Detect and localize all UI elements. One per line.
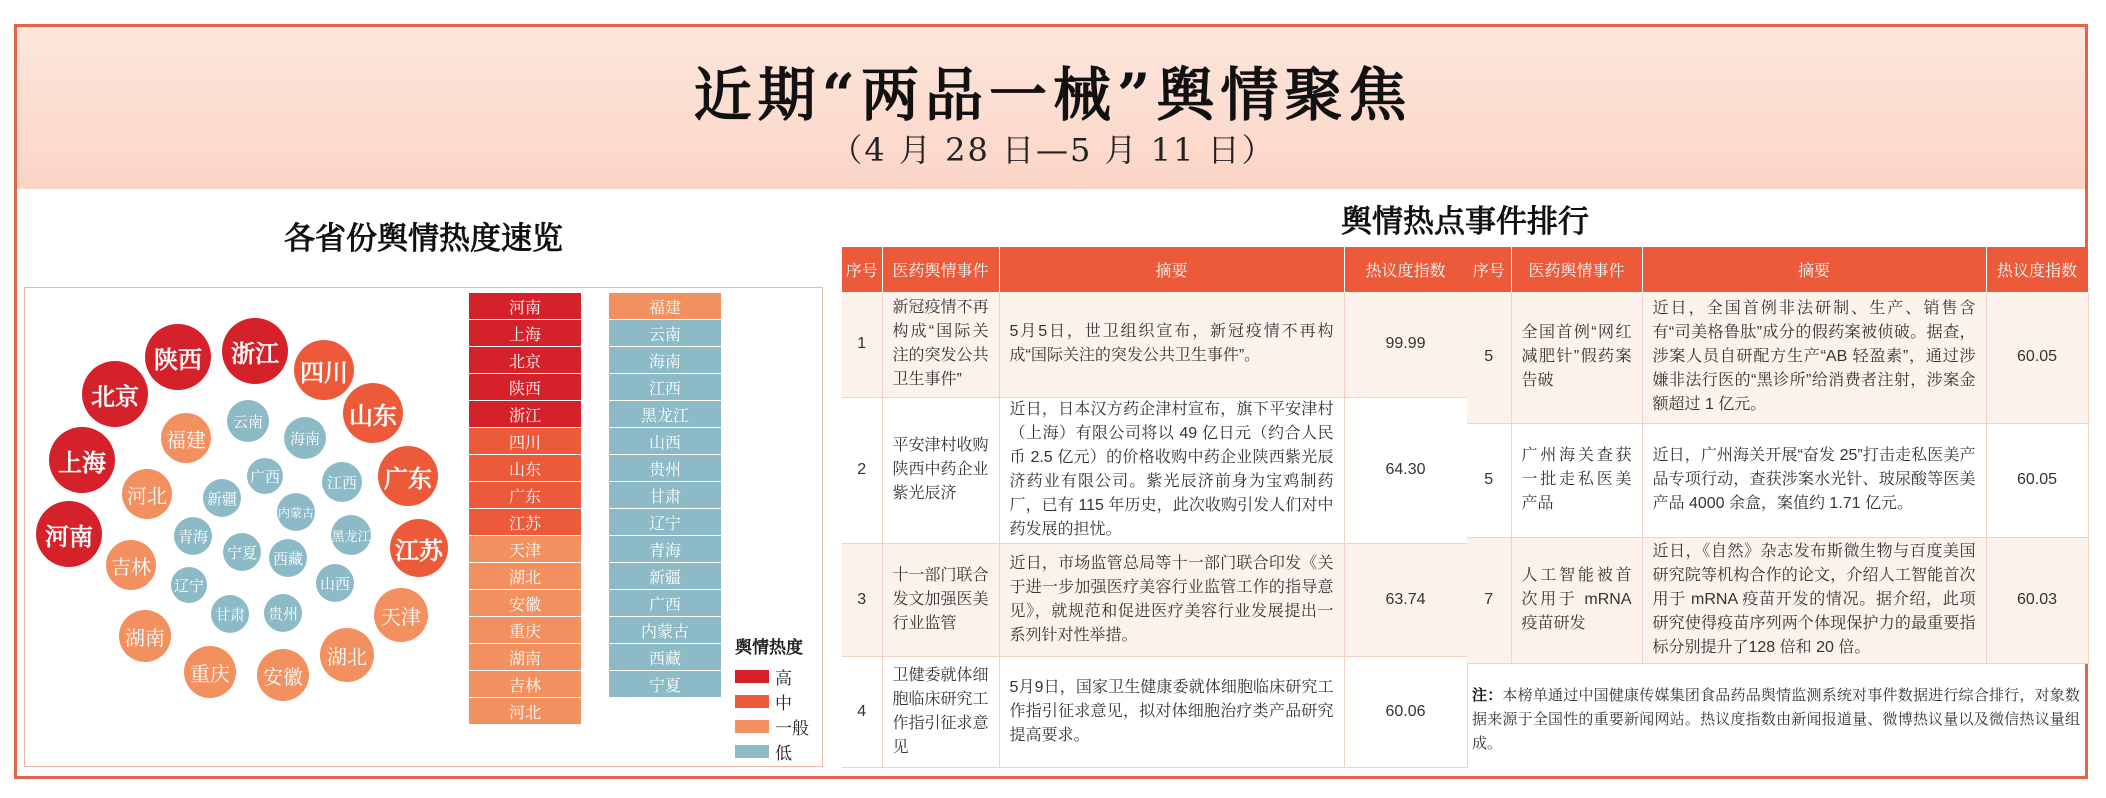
event-summary: 近日，广州海关开展“奋发 25”打击走私医美产品专项行动，查获涉案水光针、玻尿酸等医美产品 4000 余盒，案值约 1.71 亿元。: [1642, 423, 1986, 537]
province-rank-item: 山西: [609, 428, 721, 455]
province-rank-item: 北京: [469, 347, 581, 374]
legend-swatch: [735, 720, 769, 733]
province-bubble: 广西: [247, 458, 283, 494]
event-summary: 近日，全国首例非法研制、生产、销售含有“司美格鲁肽”成分的假药案被侦破。据查，涉案人员自研配方生产“AB 轻盈素”，通过涉嫌非法行医的“黑诊所”给消费者注射，涉案金额超过 1 亿元。: [1642, 292, 1986, 423]
table-row: [1467, 537, 2088, 663]
event-no: 2: [842, 397, 882, 543]
event-summary: 近日，市场监管总局等十一部门联合印发《关于进一步加强医疗美容行业监管工作的指导意见》，就规范和促进医疗美容行业发展提出一系列针对性举措。: [999, 543, 1344, 656]
legend-item-high: [735, 664, 809, 689]
province-rank-item: 云南: [609, 320, 721, 347]
province-rank-item: 重庆: [469, 617, 581, 644]
table-row: [842, 656, 1467, 767]
province-bubble: 安徽: [257, 649, 309, 701]
province-rank-item: 河南: [469, 293, 581, 320]
event-name: 新冠疫情不再构成“国际关注的突发公共卫生事件”: [882, 292, 999, 397]
legend-label: 一般: [775, 719, 809, 738]
right-section-title: 舆情热点事件排行: [1341, 204, 1589, 240]
legend-label: 中: [775, 694, 792, 713]
province-bubble: 吉林: [106, 540, 156, 590]
col-header-no: 序号: [842, 247, 882, 292]
col-header-index: 热议度指数: [1986, 247, 2088, 292]
legend-label: 低: [775, 744, 792, 763]
event-summary: 近日，日本汉方药企津村宣布，旗下平安津村（上海）有限公司将以 49 亿日元（约合人民币 2.5 亿元）的价格收购中药企业陕西紫光辰济药业有限公司。紫光辰济前身为宝鸡制药厂，已有 115 年历史，此次收购引发人们对中药发展的担忧。: [999, 397, 1344, 543]
province-bubble: 辽宁: [171, 567, 207, 603]
province-rank-item: 吉林: [469, 671, 581, 698]
province-rank-item: 安徽: [469, 590, 581, 617]
province-rank-item: 江西: [609, 374, 721, 401]
province-rank-item: 海南: [609, 347, 721, 374]
legend-swatch: [735, 695, 769, 708]
province-rank-item: 黑龙江: [609, 401, 721, 428]
province-bubble: 陕西: [145, 324, 211, 390]
province-bubble: 江西: [322, 462, 362, 502]
events-table-left: [842, 247, 1468, 768]
heat-legend: [735, 633, 809, 764]
province-bubble: 湖南: [119, 610, 171, 662]
province-bubble: 宁夏: [223, 533, 261, 571]
province-rank-item: 辽宁: [609, 509, 721, 536]
event-index: 60.06: [1344, 656, 1467, 767]
province-bubble: 福建: [161, 413, 211, 463]
province-bubble: 山东: [343, 383, 403, 443]
province-rank-item: 贵州: [609, 455, 721, 482]
province-rank-item: 山东: [469, 455, 581, 482]
province-bubble: 新疆: [203, 479, 241, 517]
province-bubble: 河北: [122, 469, 172, 519]
col-header-summary: 摘要: [1642, 247, 1986, 292]
note-label: 注：: [1472, 686, 1503, 704]
province-bubble: 四川: [294, 340, 354, 400]
event-no: 1: [842, 292, 882, 397]
province-rank-list-left: [469, 293, 581, 725]
province-rank-item: 福建: [609, 293, 721, 320]
province-bubble: 黑龙江: [331, 515, 371, 555]
left-section-title: 各省份舆情热度速览: [284, 221, 563, 257]
province-rank-item: 湖南: [469, 644, 581, 671]
table-footnote: [1472, 683, 2080, 755]
province-bubble: 西藏: [269, 539, 307, 577]
province-bubble: 江苏: [390, 519, 448, 577]
event-index: 60.05: [1986, 423, 2088, 537]
date-range: （4 月 28 日—5 月 11 日）: [830, 131, 1276, 169]
province-rank-item: 天津: [469, 536, 581, 563]
legend-swatch: [735, 745, 769, 758]
event-index: 64.30: [1344, 397, 1467, 543]
page-title: 近期“两品一械”舆情聚焦: [693, 61, 1413, 129]
table-row: [1467, 423, 2088, 537]
note-text: 本榜单通过中国健康传媒集团食品药品舆情监测系统对事件数据进行综合排行，对象数据来源于全国性的重要新闻网站。热议度指数由新闻报道量、微博热议量以及微信热议量组成。: [1472, 686, 2080, 752]
province-bubble: 贵州: [264, 594, 302, 632]
province-bubble: 广东: [378, 446, 438, 506]
event-name: 全国首例“网红减肥针”假药案告破: [1511, 292, 1642, 423]
event-no: 3: [842, 543, 882, 656]
province-rank-item: 湖北: [469, 563, 581, 590]
province-bubble: 内蒙古: [277, 493, 315, 531]
event-index: 60.03: [1986, 537, 2088, 663]
event-name: 平安津村收购陕西中药企业紫光辰济: [882, 397, 999, 543]
province-rank-item: 上海: [469, 320, 581, 347]
event-no: 7: [1467, 537, 1511, 663]
province-bubble: 浙江: [222, 318, 288, 384]
col-header-event: 医药舆情事件: [1511, 247, 1642, 292]
table-row: [842, 543, 1467, 656]
table-header-row: [1467, 247, 2088, 292]
province-rank-item: 青海: [609, 536, 721, 563]
province-rank-list-right: [609, 293, 721, 698]
province-bubble: 上海: [49, 427, 115, 493]
province-bubble: 海南: [284, 417, 326, 459]
event-summary: 5月5日，世卫组织宣布，新冠疫情不再构成“国际关注的突发公共卫生事件”。: [999, 292, 1344, 397]
legend-item-general: [735, 714, 809, 739]
event-no: 5: [1467, 292, 1511, 423]
table-row: [842, 397, 1467, 543]
legend-item-mid: [735, 689, 809, 714]
col-header-summary: 摘要: [999, 247, 1344, 292]
event-index: 60.05: [1986, 292, 2088, 423]
legend-title: 舆情热度: [735, 638, 803, 657]
province-rank-item: 浙江: [469, 401, 581, 428]
legend-swatch: [735, 670, 769, 683]
col-header-index: 热议度指数: [1344, 247, 1467, 292]
province-rank-item: 四川: [469, 428, 581, 455]
col-header-no: 序号: [1467, 247, 1511, 292]
province-bubble: 湖北: [320, 628, 374, 682]
province-rank-item: 宁夏: [609, 671, 721, 698]
province-rank-item: 广东: [469, 482, 581, 509]
province-bubble: 甘肃: [211, 595, 249, 633]
legend-item-low: [735, 739, 809, 764]
province-rank-item: 河北: [469, 698, 581, 725]
province-bubble: 河南: [36, 501, 102, 567]
event-summary: 近日，《自然》杂志发布斯微生物与百度美国研究院等机构合作的论文，介绍人工智能首次用于 mRNA 疫苗开发的情况。据介绍，此项研究使得疫苗序列两个体现保护力的最重要指标分别提升了128 倍和 20 倍。: [1642, 537, 1986, 663]
event-name: 十一部门联合发文加强医美行业监管: [882, 543, 999, 656]
event-summary: 5月9日，国家卫生健康委就体细胞临床研究工作指引征求意见，拟对体细胞治疗类产品研究提高要求。: [999, 656, 1344, 767]
event-name: 人工智能被首次用于 mRNA 疫苗研发: [1511, 537, 1642, 663]
province-bubble: 北京: [82, 361, 148, 427]
table-row: [842, 292, 1467, 397]
province-bubble: 山西: [316, 564, 354, 602]
event-name: 卫健委就体细胞临床研究工作指引征求意见: [882, 656, 999, 767]
events-table-right: [1467, 247, 2089, 664]
province-bubble: 天津: [374, 588, 428, 642]
col-header-event: 医药舆情事件: [882, 247, 999, 292]
province-rank-item: 新疆: [609, 563, 721, 590]
province-rank-item: 甘肃: [609, 482, 721, 509]
province-bubble: 青海: [174, 517, 212, 555]
province-bubble: 重庆: [184, 646, 236, 698]
table-header-row: [842, 247, 1467, 292]
event-index: 63.74: [1344, 543, 1467, 656]
event-no: 4: [842, 656, 882, 767]
event-name: 广州海关查获一批走私医美产品: [1511, 423, 1642, 537]
province-rank-item: 陕西: [469, 374, 581, 401]
province-rank-item: 西藏: [609, 644, 721, 671]
legend-label: 高: [775, 669, 792, 688]
event-no: 5: [1467, 423, 1511, 537]
province-rank-item: 广西: [609, 590, 721, 617]
province-bubble: 云南: [227, 400, 269, 442]
event-index: 99.99: [1344, 292, 1467, 397]
province-rank-item: 江苏: [469, 509, 581, 536]
table-row: [1467, 292, 2088, 423]
province-rank-item: 内蒙古: [609, 617, 721, 644]
